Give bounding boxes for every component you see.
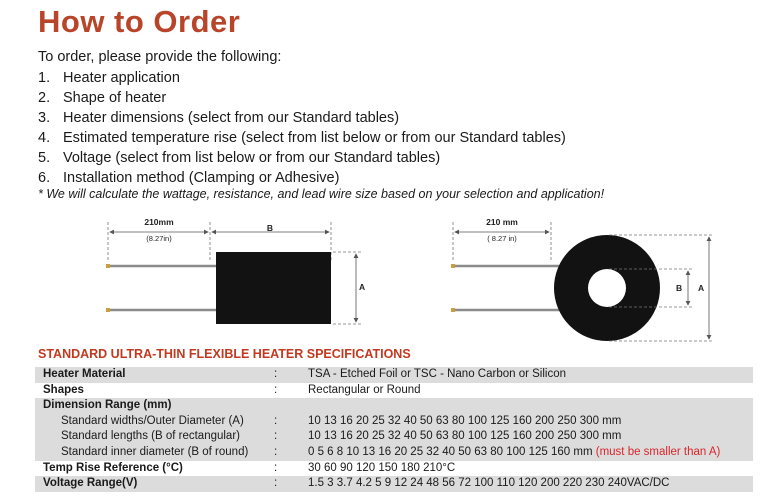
step-text: Voltage (select from list below or from our Standard tables) [63,150,441,166]
spec-colon: : [274,430,278,443]
page-title: How to Order [38,4,241,39]
table-row [35,414,753,430]
list-item [38,108,566,128]
warning-note: (must be smaller than A) [595,445,721,458]
spec-value: 30 60 90 120 150 180 210°C [308,461,456,474]
order-steps-list [38,68,566,188]
spec-colon: : [274,445,278,458]
step-text: Estimated temperature rise (select from list below or from our Standard tables) [63,130,566,146]
spec-value: 0 5 6 8 10 13 16 20 25 32 40 50 63 80 100 125 160 mm [308,445,593,458]
lead-tip [451,264,455,268]
spec-value: Rectangular or Round [308,383,421,396]
list-item [38,148,566,168]
spec-value-cell [308,445,753,461]
step-number: 3. [38,110,51,126]
table-row [35,476,753,492]
step-number: 2. [38,90,51,106]
table-row [35,398,753,414]
spec-value: 10 13 16 20 25 32 40 50 63 80 100 125 160 200 250 300 mm [308,430,622,443]
step-text: Installation method (Clamping or Adhesive) [63,170,340,186]
table-row [35,383,753,399]
spec-colon: : [274,368,278,380]
intro-text: To order, please provide the following: [38,49,282,65]
spec-colon: : [274,477,278,490]
list-item [38,68,566,88]
spec-label: Temp Rise Reference (°C) [43,461,183,474]
table-row [35,429,753,445]
spec-colon: : [274,383,278,396]
step-text: Heater application [63,70,180,86]
specs-table [35,367,753,492]
step-number: 4. [38,130,51,146]
spec-colon: : [274,414,278,427]
spec-label: Standard widths/Outer Diameter (A) [61,414,244,427]
round-heater-diagram [451,217,712,341]
spec-label: Heater Material [43,368,126,380]
step-number: 5. [38,150,51,166]
list-item [38,128,566,148]
note-text: * We will calculate the wattage, resistance, and lead wire size based on your selection and application! [38,187,605,201]
heater-diagrams [0,208,771,343]
spec-colon: : [274,461,278,474]
step-text: Heater dimensions (select from our Standard tables) [63,110,400,126]
outer-diameter-a-label: A [698,283,705,293]
table-row [35,367,753,383]
lead-tip [106,264,110,268]
list-item [38,88,566,108]
step-number: 1. [38,70,51,86]
lead-tip [451,308,455,312]
inner-diameter-b-label: B [676,283,683,293]
round-heater-hole [588,269,626,307]
spec-label: Shapes [43,383,84,396]
spec-label: Standard inner diameter (B of round) [61,445,249,458]
spec-value: 1.5 3 3.7 4.2 5 9 12 24 48 56 72 100 110 120 200 220 230 240VAC/DC [308,477,670,490]
spec-label: Voltage Range(V) [43,477,138,490]
lead-tip [106,308,110,312]
spec-label: Dimension Range (mm) [43,399,172,412]
length-b-label: B [266,223,274,233]
step-text: Shape of heater [63,90,167,106]
rectangular-heater [216,252,331,324]
spec-label: Standard lengths (B of rectangular) [61,430,240,443]
table-row [35,445,753,461]
rectangular-heater-diagram [106,217,365,324]
lead-length-inch-label: ( 8.27 in) [487,234,517,243]
spec-value: 10 13 16 20 25 32 40 50 63 80 100 125 160 200 250 300 mm [308,414,622,427]
spec-value: TSA - Etched Foil or TSC - Nano Carbon or Silicon [308,368,567,380]
specs-section-title: STANDARD ULTRA-THIN FLEXIBLE HEATER SPECIFICATIONS [38,347,411,361]
width-a-label: A [359,282,366,292]
table-row [35,461,753,477]
lead-length-inch-label: (8.27in) [146,234,172,243]
lead-length-label: 210 mm [486,217,518,227]
step-number: 6. [38,170,51,186]
list-item [38,168,566,188]
lead-length-label: 210mm [144,217,174,227]
